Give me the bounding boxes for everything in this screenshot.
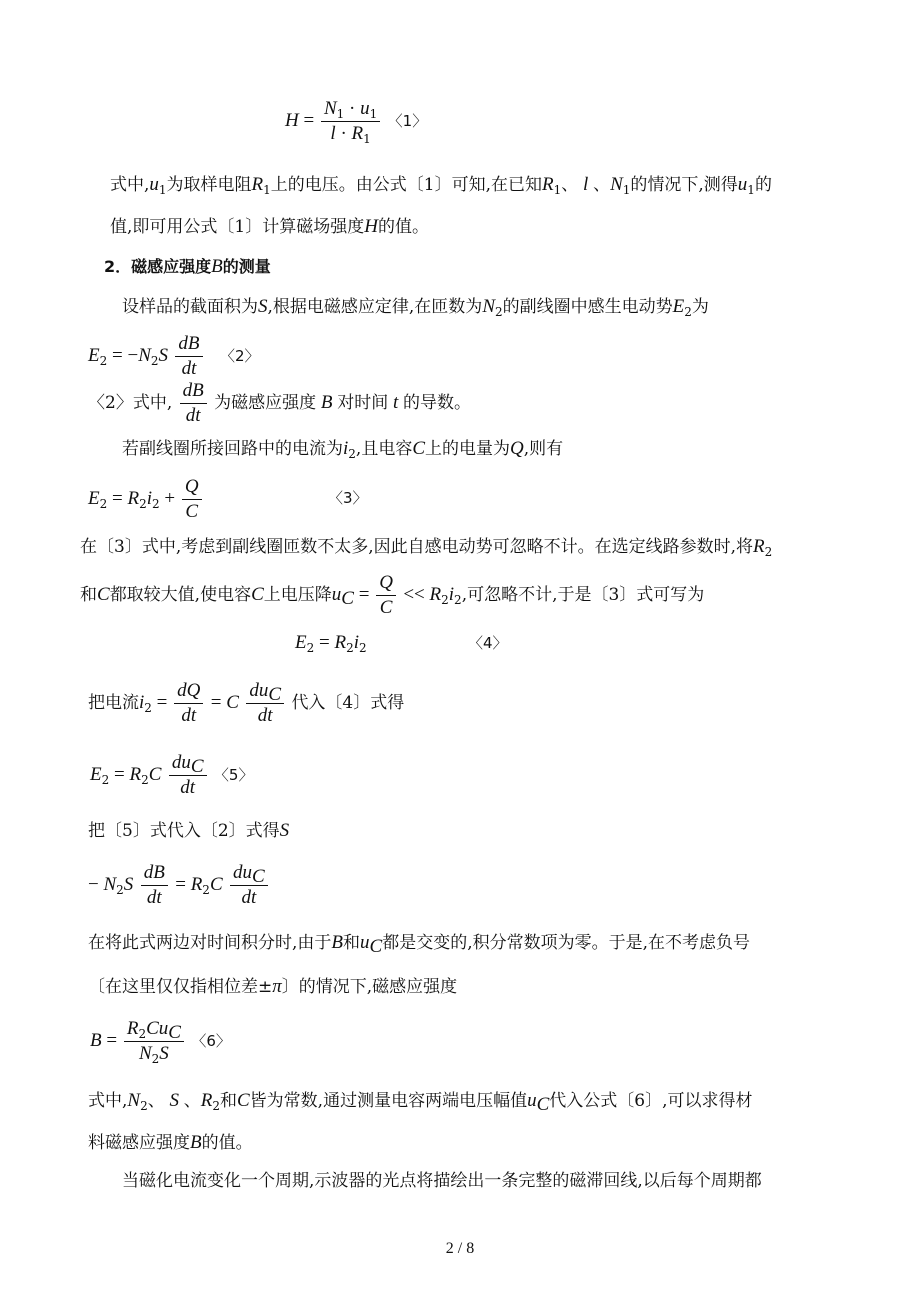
paragraph-6: 把电流$i_2$ = $\frac{dQ}{dt}$ = C $\frac{du_C}{dt}$ 代入〔4〕式得 [88, 680, 405, 726]
paragraph-5-line-2: 和C都取较大值,使电容C上电压降$u_C$ = $\frac{Q}{C}$ << $R_2i_2$,可忽略不计,于是〔3〕式可写为 [80, 572, 705, 618]
equation-2: $E_2 = -N_2S$ $\frac{dB}{dt}$ 〈2〉 [88, 333, 260, 379]
equation-3-tag: 〈3〉 [328, 489, 368, 507]
paragraph-1-line-2: 值,即可用公式〔1〕计算磁场强度H的值。 [110, 216, 429, 237]
paragraph-8-line-1: 在将此式两边对时间积分时,由于B和$u_C$都是交变的,积分常数项为零。于是,在不考虑负号 [88, 932, 751, 957]
page-number: 2 / 8 [445, 1240, 475, 1257]
equation-4: $E_2 = R_2i_2$ [295, 632, 367, 655]
paragraph-3: 〈2〉式中, $\frac{dB}{dt}$ 为磁感应强度 B 对时间 t 的导数。 [88, 380, 472, 426]
equation-2-tag: 〈2〉 [219, 347, 260, 365]
equation-1: H = $\frac{N_1 \cdot u_1}{l \cdot R_1}$ 〈1〉 [285, 98, 428, 146]
equation-integral-form: − $N_2S$ $\frac{dB}{dt}$ = $R_2C$ $\frac{du_C}{dt}$ [88, 862, 270, 909]
equation-5-tag: 〈5〉 [213, 766, 254, 784]
equation-1-tag: 〈1〉 [387, 112, 428, 130]
equation-6-tag: 〈6〉 [191, 1032, 231, 1050]
paragraph-5-line-1: 在〔3〕式中,考虑到副线圈匝数不太多,因此自感电动势可忽略不计。在选定线路参数时,将$R_2$ [80, 536, 773, 559]
paragraph-2: 设样品的截面积为S,根据电磁感应定律,在匝数为$N_2$的副线圈中感生电动势$E_2$为 [122, 296, 709, 319]
paragraph-1-line-1: 式中$,u_1$为取样电阻$R_1$上的电压。由公式〔1〕可知,在已知$R_1$、 l 、$N_1$的情况下,测得$u_1$的 [110, 174, 772, 197]
paragraph-10: 当磁化电流变化一个周期,示波器的光点将描绘出一条完整的磁滞回线,以后每个周期都 [122, 1171, 762, 1191]
equation-4-tag: 〈4〉 [468, 634, 508, 652]
paragraph-8-line-2: 〔在这里仅仅指相位差±π〕的情况下,磁感应强度 [88, 976, 458, 997]
equation-5: $E_2 = R_2C$ $\frac{du_C}{dt}$ 〈5〉 [90, 752, 254, 798]
paragraph-9-line-2: 料磁感应强度B的值。 [88, 1132, 253, 1153]
section-heading-2: 2．磁感应强度B的测量 [104, 256, 271, 277]
equation-3: $E_2 = R_2i_2$ + $\frac{Q}{C}$ [88, 476, 204, 523]
paragraph-4: 若副线圈所接回路中的电流为$i_2$,且电容C上的电量为Q,则有 [122, 438, 564, 461]
paragraph-9-line-1: 式中$,N_2$、 S 、$R_2$和C皆为常数,通过测量电容两端电压幅值$u_C$代入公式〔6〕,可以求得材 [88, 1090, 753, 1115]
paragraph-7: 把〔5〕式代入〔2〕式得S [88, 820, 290, 841]
equation-6: B = $\frac{R_2Cu_C}{N_2S}$ 〈6〉 [90, 1018, 231, 1066]
